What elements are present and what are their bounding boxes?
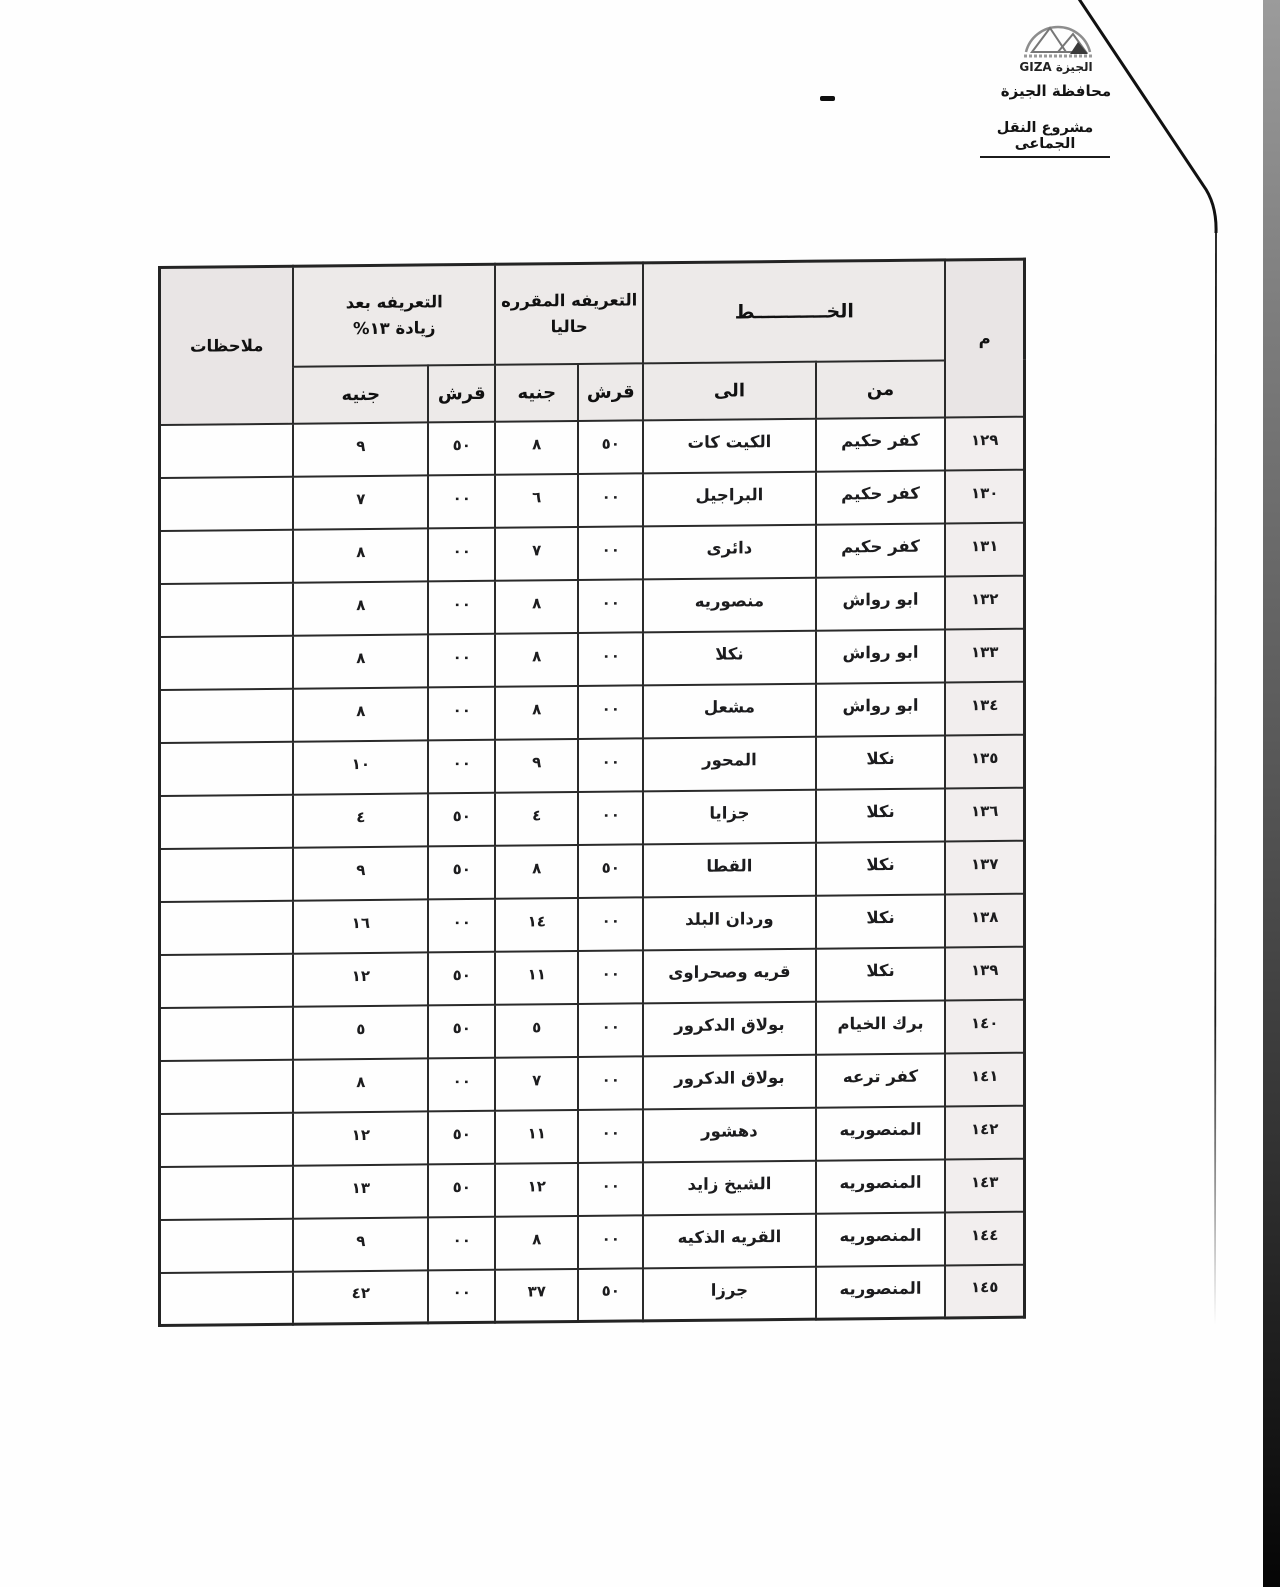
- from-cell: نكلا: [816, 894, 946, 948]
- dash-mark: [820, 96, 835, 101]
- serial-cell: ١٣٥: [945, 734, 1024, 788]
- col-header-current-piasters: قرش: [578, 363, 643, 421]
- new-pounds-cell: ١٠: [293, 740, 428, 794]
- current-pounds-cell: ٧: [495, 526, 578, 580]
- col-header-line: الخـــــــــــط: [643, 260, 945, 363]
- new-pounds-cell: ١٦: [293, 899, 428, 953]
- project-title: مشروع النقل الجماعى: [980, 120, 1110, 158]
- notes-cell: [160, 953, 294, 1007]
- current-piasters-cell: ٠٠: [578, 1215, 643, 1269]
- serial-cell: ١٣٨: [945, 893, 1024, 947]
- serial-cell: ١٣٧: [945, 840, 1024, 894]
- from-cell: ابو رواش: [816, 629, 946, 683]
- current-pounds-cell: ١٤: [495, 897, 578, 951]
- current-piasters-cell: ٠٠: [578, 685, 643, 739]
- current-piasters-cell: ٥٠: [578, 420, 643, 474]
- new-piasters-cell: ٠٠: [428, 474, 495, 528]
- serial-cell: ١٣٤: [945, 681, 1024, 735]
- serial-cell: ١٤٤: [945, 1211, 1024, 1265]
- from-cell: برك الخيام: [816, 1000, 946, 1054]
- to-cell: بولاق الدكرور: [643, 1001, 815, 1056]
- fare-table-header: [160, 259, 1025, 424]
- fare-row: [160, 1158, 1025, 1219]
- current-pounds-cell: ٧: [495, 1056, 578, 1110]
- to-cell: قريه وصحراوى: [643, 948, 815, 1003]
- serial-cell: ١٣٠: [945, 469, 1024, 523]
- serial-cell: ١٣٩: [945, 946, 1024, 1000]
- from-cell: المنصوريه: [816, 1106, 946, 1160]
- new-piasters-cell: ٥٠: [428, 1004, 495, 1058]
- new-piasters-cell: ٥٠: [428, 1163, 495, 1217]
- serial-cell: ١٣١: [945, 522, 1024, 576]
- new-pounds-cell: ٨: [293, 687, 428, 741]
- col-header-to: الى: [643, 361, 815, 420]
- fare-row: [160, 787, 1025, 848]
- fare-row: [160, 734, 1025, 795]
- new-piasters-cell: ٠٠: [428, 739, 495, 793]
- current-pounds-cell: ٤: [495, 791, 578, 845]
- to-cell: دهشور: [643, 1107, 815, 1162]
- new-piasters-cell: ٠٠: [428, 1216, 495, 1270]
- notes-cell: [160, 1006, 294, 1060]
- fare-row: [160, 681, 1025, 742]
- from-cell: كفر حكيم: [816, 417, 946, 471]
- col-header-current-pounds: جنيه: [495, 363, 578, 421]
- notes-cell: [160, 1218, 294, 1272]
- from-cell: نكلا: [816, 788, 946, 842]
- to-cell: نكلا: [643, 630, 815, 685]
- new-pounds-cell: ٨: [293, 528, 428, 582]
- current-piasters-cell: ٠٠: [578, 579, 643, 633]
- col-header-serial: م: [945, 259, 1024, 417]
- new-piasters-cell: ٠٠: [428, 1269, 495, 1323]
- new-pounds-cell: ٨: [293, 1058, 428, 1112]
- notes-cell: [160, 582, 294, 636]
- from-cell: كفر حكيم: [816, 523, 946, 577]
- new-piasters-cell: ٠٠: [428, 1057, 495, 1111]
- notes-cell: [160, 1165, 294, 1219]
- col-header-notes: ملاحظات: [160, 266, 294, 424]
- col-header-from: من: [816, 360, 946, 418]
- current-piasters-cell: ٠٠: [578, 738, 643, 792]
- new-pounds-cell: ٨: [293, 634, 428, 688]
- new-piasters-cell: ٠٠: [428, 633, 495, 687]
- letterhead: [0, 0, 1280, 200]
- new-piasters-cell: ٥٠: [428, 951, 495, 1005]
- notes-cell: [160, 635, 294, 689]
- notes-cell: [160, 741, 294, 795]
- fare-row: [160, 575, 1025, 636]
- to-cell: منصوريه: [643, 577, 815, 632]
- serial-cell: ١٤٣: [945, 1158, 1024, 1212]
- current-pounds-cell: ١١: [495, 1109, 578, 1163]
- fare-row: [160, 946, 1025, 1007]
- fare-row: [160, 840, 1025, 901]
- from-cell: المنصوريه: [816, 1159, 946, 1213]
- notes-cell: [160, 1271, 294, 1325]
- new-pounds-cell: ٧: [293, 475, 428, 529]
- current-piasters-cell: ٥٠: [578, 844, 643, 898]
- new-piasters-cell: ٠٠: [428, 898, 495, 952]
- serial-cell: ١٢٩: [945, 416, 1024, 470]
- current-pounds-cell: ١٢: [495, 1162, 578, 1216]
- new-piasters-cell: ٥٠: [428, 1110, 495, 1164]
- notes-cell: [160, 476, 294, 530]
- fare-table-body: [160, 416, 1025, 1325]
- giza-pyramids-logo-icon: [1018, 12, 1098, 64]
- from-cell: نكلا: [816, 947, 946, 1001]
- new-piasters-cell: ٠٠: [428, 686, 495, 740]
- notes-cell: [160, 423, 294, 477]
- notes-cell: [160, 900, 294, 954]
- notes-cell: [160, 529, 294, 583]
- col-header-after-increase-line2: زيادة ١٣%: [353, 318, 436, 338]
- current-piasters-cell: ٠٠: [578, 1162, 643, 1216]
- fare-row: [160, 999, 1025, 1060]
- current-pounds-cell: ٨: [495, 1215, 578, 1269]
- new-pounds-cell: ٨: [293, 581, 428, 635]
- to-cell: المحور: [643, 736, 815, 791]
- col-header-new-pounds: جنيه: [293, 365, 428, 423]
- new-piasters-cell: ٠٠: [428, 527, 495, 581]
- current-piasters-cell: ٠٠: [578, 791, 643, 845]
- current-pounds-cell: ١١: [495, 950, 578, 1004]
- fare-table-wrap: [158, 258, 1026, 1327]
- logo-caption: الجيزة GIZA: [1019, 60, 1093, 74]
- current-piasters-cell: ٠٠: [578, 897, 643, 951]
- current-pounds-cell: ٨: [495, 685, 578, 739]
- fare-row: [160, 893, 1025, 954]
- from-cell: كفر ترعه: [816, 1053, 946, 1107]
- to-cell: وردان البلد: [643, 895, 815, 950]
- fare-row: [160, 469, 1025, 530]
- from-cell: ابو رواش: [816, 576, 946, 630]
- col-header-current-tariff: [495, 263, 643, 364]
- fare-row: [160, 522, 1025, 583]
- to-cell: الشيخ زايد: [643, 1160, 815, 1215]
- serial-cell: ١٤٠: [945, 999, 1024, 1053]
- to-cell: جزايا: [643, 789, 815, 844]
- from-cell: المنصوريه: [816, 1265, 946, 1319]
- new-pounds-cell: ٩: [293, 846, 428, 900]
- to-cell: مشعل: [643, 683, 815, 738]
- fare-row: [160, 628, 1025, 689]
- new-piasters-cell: ٠٠: [428, 580, 495, 634]
- current-pounds-cell: ٩: [495, 738, 578, 792]
- to-cell: البراجيل: [643, 471, 815, 526]
- current-pounds-cell: ٨: [495, 579, 578, 633]
- current-piasters-cell: ٠٠: [578, 526, 643, 580]
- new-piasters-cell: ٥٠: [428, 845, 495, 899]
- col-header-new-piasters: قرش: [428, 364, 495, 422]
- serial-cell: ١٣٣: [945, 628, 1024, 682]
- current-pounds-cell: ٣٧: [495, 1268, 578, 1322]
- current-piasters-cell: ٠٠: [578, 1003, 643, 1057]
- new-piasters-cell: ٥٠: [428, 792, 495, 846]
- current-piasters-cell: ٥٠: [578, 1268, 643, 1322]
- current-pounds-cell: ٥: [495, 1003, 578, 1057]
- to-cell: دائرى: [643, 524, 815, 579]
- fare-row: [160, 416, 1025, 477]
- col-header-current-tariff-line2: حاليا: [550, 316, 588, 336]
- notes-cell: [160, 1112, 294, 1166]
- current-piasters-cell: ٠٠: [578, 473, 643, 527]
- new-pounds-cell: ٤٢: [293, 1270, 428, 1324]
- current-piasters-cell: ٠٠: [578, 1056, 643, 1110]
- fare-table: [158, 258, 1026, 1327]
- fare-row: [160, 1105, 1025, 1166]
- notes-cell: [160, 847, 294, 901]
- notes-cell: [160, 794, 294, 848]
- fare-row: [160, 1052, 1025, 1113]
- serial-cell: ١٣٦: [945, 787, 1024, 841]
- col-header-after-increase: [293, 264, 495, 366]
- current-piasters-cell: ٠٠: [578, 632, 643, 686]
- from-cell: المنصوريه: [816, 1212, 946, 1266]
- from-cell: نكلا: [816, 841, 946, 895]
- notes-cell: [160, 688, 294, 742]
- to-cell: الكيت كات: [643, 418, 815, 473]
- to-cell: القريه الذكيه: [643, 1213, 815, 1268]
- to-cell: بولاق الدكرور: [643, 1054, 815, 1109]
- scan-edge-shadow: [1263, 0, 1280, 1587]
- from-cell: نكلا: [816, 735, 946, 789]
- current-pounds-cell: ٨: [495, 844, 578, 898]
- new-pounds-cell: ٩: [293, 422, 428, 476]
- from-cell: ابو رواش: [816, 682, 946, 736]
- serial-cell: ١٤٥: [945, 1264, 1024, 1318]
- col-header-current-tariff-line1: التعريفه المقرره: [501, 290, 638, 311]
- serial-cell: ١٤١: [945, 1052, 1024, 1106]
- current-piasters-cell: ٠٠: [578, 950, 643, 1004]
- current-piasters-cell: ٠٠: [578, 1109, 643, 1163]
- new-pounds-cell: ١٢: [293, 1111, 428, 1165]
- new-pounds-cell: ١٢: [293, 952, 428, 1006]
- new-piasters-cell: ٥٠: [428, 421, 495, 475]
- new-pounds-cell: ٤: [293, 793, 428, 847]
- to-cell: جرزا: [643, 1266, 815, 1321]
- current-pounds-cell: ٦: [495, 473, 578, 527]
- serial-cell: ١٣٢: [945, 575, 1024, 629]
- governorate-title: محافظة الجيزة: [1000, 82, 1112, 100]
- to-cell: القطا: [643, 842, 815, 897]
- col-header-after-increase-line1: التعريفه بعد: [345, 292, 443, 313]
- new-pounds-cell: ١٣: [293, 1164, 428, 1218]
- fare-row: [160, 1211, 1025, 1272]
- current-pounds-cell: ٨: [495, 420, 578, 474]
- serial-cell: ١٤٢: [945, 1105, 1024, 1159]
- new-pounds-cell: ٩: [293, 1217, 428, 1271]
- new-pounds-cell: ٥: [293, 1005, 428, 1059]
- fare-row: [160, 1264, 1025, 1325]
- notes-cell: [160, 1059, 294, 1113]
- from-cell: كفر حكيم: [816, 470, 946, 524]
- current-pounds-cell: ٨: [495, 632, 578, 686]
